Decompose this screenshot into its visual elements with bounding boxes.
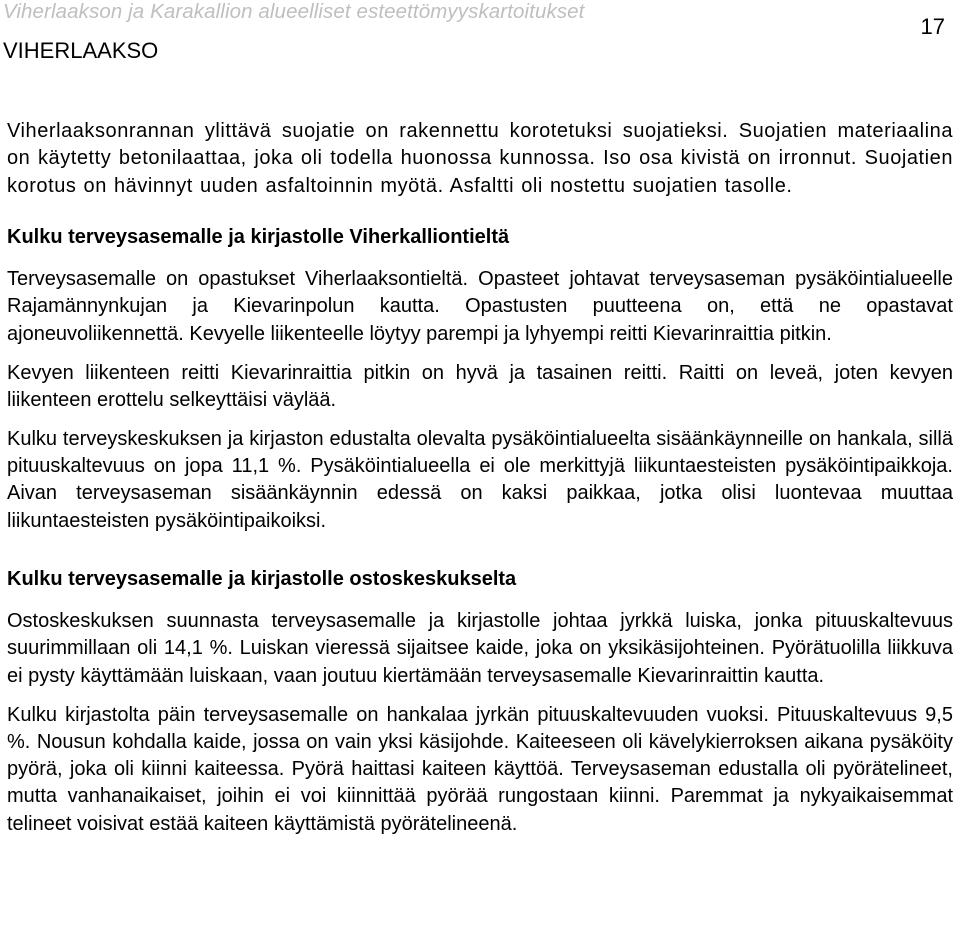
intro-paragraph: Viherlaaksonrannan ylittävä suojatie on rakennettu korotetuksi suojatieksi. Suojatien materiaalina on käytetty betonilaattaa, joka oli todella huonossa kunnossa. Iso osa kivistä on irronnut. Suojatien korotus on hävinnyt uuden asfaltoinnin myötä. Asfaltti oli nostettu suojatien tasolle.	[7, 120, 953, 197]
section-heading-viherkalliontie: Kulku terveysasemalle ja kirjastolle Viherkalliontieltä	[7, 225, 510, 248]
paragraph: Ostoskeskuksen suunnasta terveysasemalle ja kirjastolle johtaa jyrkkä luiska, jonka pituuskaltevuus suurimmillaan oli 14,1 %. Luiskan vieressä sijaitsee kaide, joka on yksikäsijohteinen. Pyörätuolilla liikkuva ei pysty käyttämään luiskaan, vaan joutuu kiertämään terveysasemalle Kievarinraittin kautta.	[7, 610, 953, 687]
paragraph: Kevyen liikenteen reitti Kievarinraittia pitkin on hyvä ja tasainen reitti. Raitti on leveä, joten kevyen liikenteen erottelu selkeyttäisi väylää.	[7, 361, 953, 411]
section-label: VIHERLAAKSO	[3, 38, 159, 63]
paragraph: Terveysasemalle on opastukset Viherlaaksontieltä. Opasteet johtavat terveysaseman pysäköintialueelle Rajamännynkujan ja Kievarinpolun kautta. Opastusten puutteena on, että ne opastavat ajoneuvoliikennettä. Kevyelle liikenteelle löytyy parempi ja lyhyempi reitti Kievarinraittia pitkin.	[7, 268, 953, 345]
running-header-title: Viherlaakson ja Karakallion alueelliset esteettömyyskartoitukset	[3, 0, 585, 23]
document-body	[7, 118, 953, 838]
paragraph: Kulku kirjastolta päin terveysasemalle on hankalaa jyrkän pituuskaltevuuden vuoksi. Pituuskaltevuus 9,5 %. Nousun kohdalla kaide, jossa on vain yksi käsijohde. Kaiteeseen oli kävelykierroksen aikana pysäköity pyörä, joka oli kiinni kaiteessa. Pyörä haittasi kaiteen käyttöä. Terveysaseman edustalla oli pyörätelineet, mutta vanhanaikaiset, joihin ei voi kiinnittää pyörää rungostaan kiinni. Paremmat ja nykyaikaisemmat telineet voisivat estää kaiteen käyttämistä pyörätelineenä.	[7, 703, 953, 835]
section-heading-ostoskeskus: Kulku terveysasemalle ja kirjastolle ostoskeskukselta	[7, 567, 517, 590]
paragraph: Kulku terveyskeskuksen ja kirjaston edustalta olevalta pysäköintialueelta sisäänkäynneille on hankala, sillä pituuskaltevuus on jopa 11,1 %. Pysäköintialueella ei ole merkittyjä liikuntaesteisten pysäköintipaikkoja. Aivan terveysaseman sisäänkäynnin edessä on kaksi paikkaa, jotka olisi luontevaa muuttaa liikuntaesteisten pysäköintipaikoiksi.	[7, 427, 953, 532]
page-number: 17	[920, 14, 945, 39]
